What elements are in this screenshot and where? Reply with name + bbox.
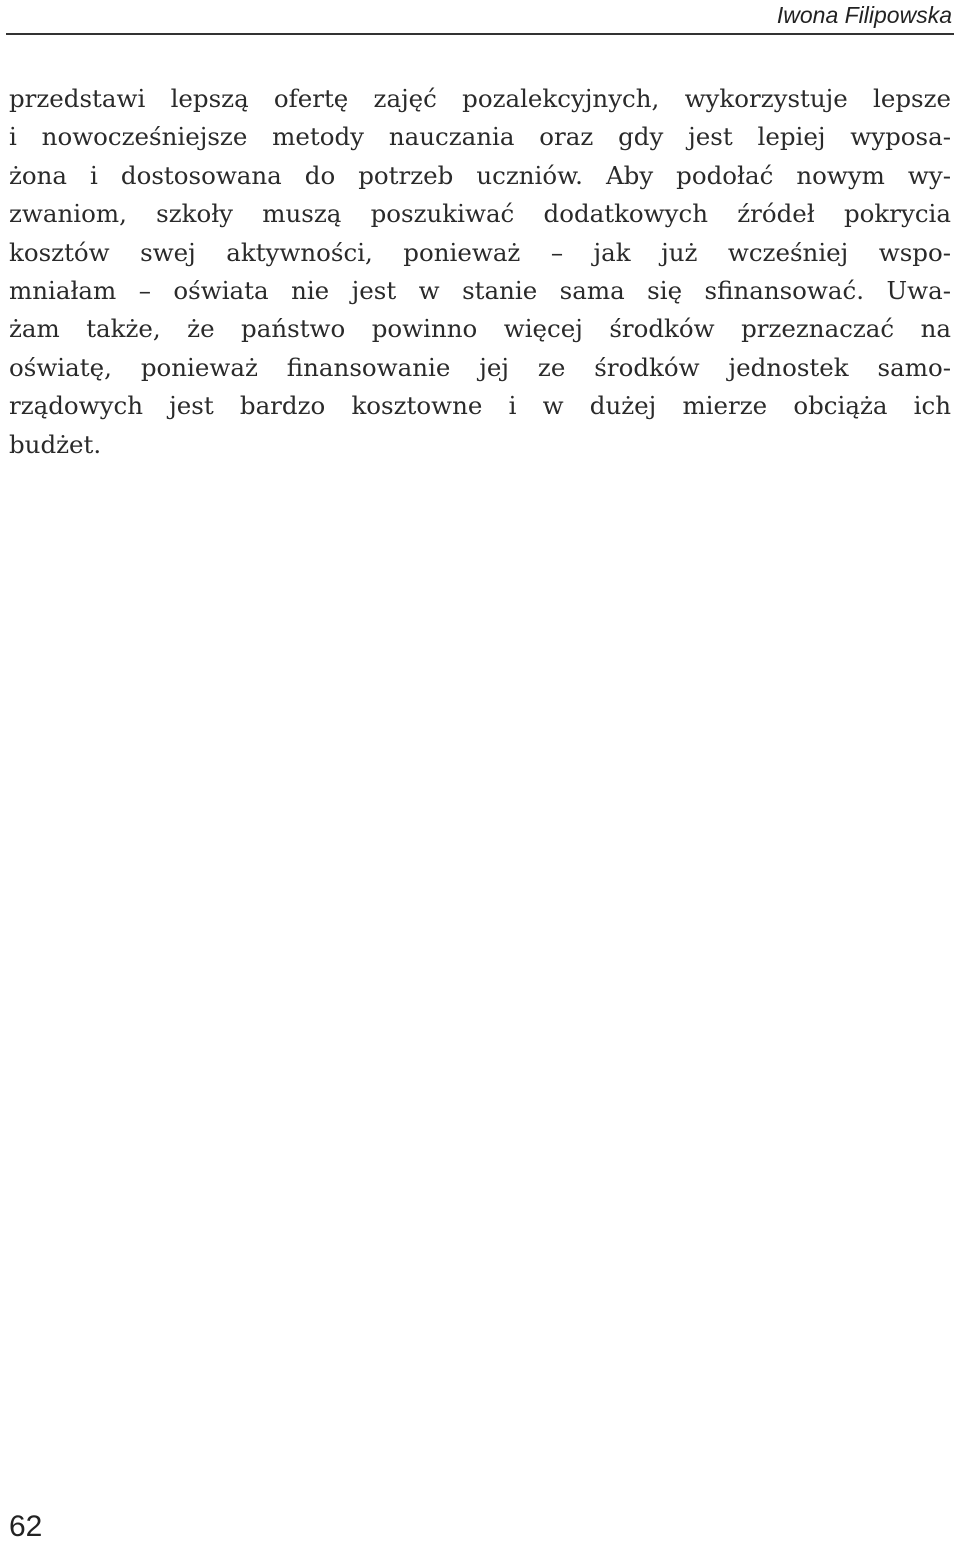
author-name: Iwona Filipowska bbox=[776, 2, 952, 28]
text-line: mniałam – oświata nie jest w stanie sama się sfinansować. Uwa- bbox=[9, 275, 951, 305]
text-line: przedstawi lepszą ofertę zajęć pozalekcyjnych, wykorzystuje lepsze bbox=[9, 84, 951, 113]
text-line: budżet. bbox=[9, 429, 102, 459]
text-line: i nowocześniejsze metody nauczania oraz gdy jest lepiej wyposa- bbox=[9, 122, 951, 152]
text-line: kosztów swej aktywności, ponieważ – jak już wcześniej wspo- bbox=[9, 237, 951, 267]
text-line: żam także, że państwo powinno więcej środków przeznaczać na bbox=[9, 314, 951, 344]
text-line: oświatę, ponieważ finansowanie jej ze środków jednostek samo- bbox=[9, 352, 951, 382]
running-header bbox=[6, 0, 954, 35]
body-paragraph bbox=[9, 80, 951, 464]
text-line: rządowych jest bardzo kosztowne i w dużej mierze obciąża ich bbox=[9, 391, 951, 421]
page-number: 62 bbox=[9, 1510, 43, 1543]
text-line: zwaniom, szkoły muszą poszukiwać dodatkowych źródeł pokrycia bbox=[9, 199, 951, 229]
text-line: żona i dostosowana do potrzeb uczniów. Aby podołać nowym wy- bbox=[9, 160, 951, 190]
